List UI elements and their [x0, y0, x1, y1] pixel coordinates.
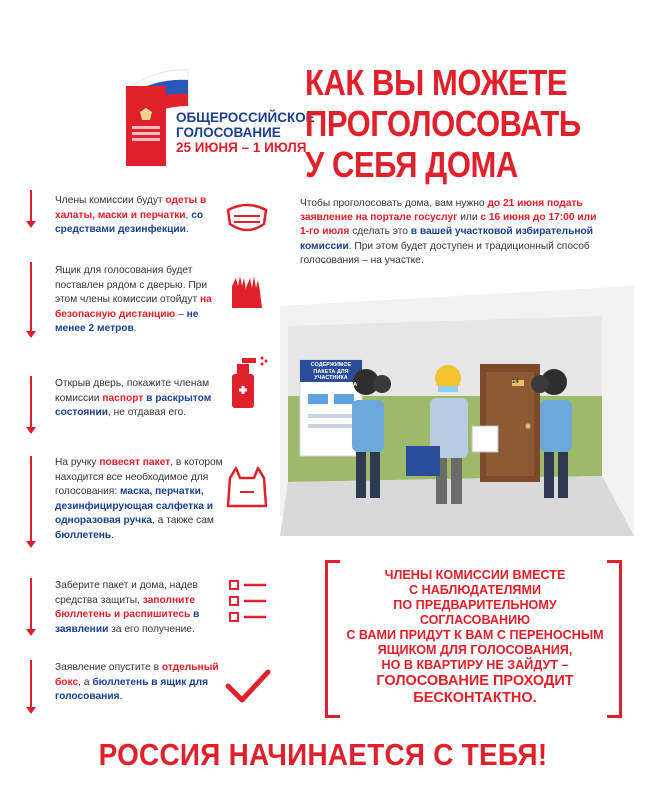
notice-line: ЯЩИКОМ ДЛЯ ГОЛОСОВАНИЯ,	[377, 643, 573, 657]
door-number: 14	[512, 379, 519, 385]
intro-text: Чтобы проголосовать дома, вам нужно	[300, 198, 488, 209]
notice-line: ГОЛОСОВАНИЕ ПРОХОДИТ	[376, 673, 574, 689]
intro-text: или	[457, 212, 481, 224]
notice-line: С ВАМИ ПРИДУТ К ВАМ С ПЕРЕНОСНЫМ	[346, 628, 604, 642]
arrow-icon	[30, 578, 32, 630]
intro-text: сделать это	[349, 226, 411, 238]
step-1: Члены комиссии будут одеты в халаты, маски и перчатки, со средствами дезинфекции.	[55, 195, 207, 236]
intro-text: . При этом будет доступен и традиционный способ голосования – на участке.	[300, 240, 590, 266]
arrow-icon	[30, 376, 32, 428]
logo-line1: ОБЩЕРОССИЙСКОЕ	[176, 110, 315, 125]
step-2: Ящик для голосования будет поставлен рядом с дверью. При этом члены комиссии отойдут на безопасную дистанцию – не менее 2 метров.	[55, 265, 212, 335]
arrow-icon	[30, 190, 32, 222]
notice-line: ЧЛЕНЫ КОМИССИИ ВМЕСТЕ	[384, 568, 566, 582]
logo-line2: ГОЛОСОВАНИЕ	[176, 125, 281, 140]
arrow-icon	[30, 456, 32, 542]
notice-line: НО В КВАРТИРУ НЕ ЗАЙДУТ –	[381, 658, 569, 672]
headline	[305, 62, 580, 185]
step-3: Открыв дверь, покажите членам комиссии паспорт в раскрытом состоянии, не отдавая его.	[55, 378, 212, 419]
gloves-icon	[222, 268, 272, 318]
arrow-icon	[30, 660, 32, 708]
logo-text	[176, 110, 315, 155]
notice-block	[345, 568, 605, 707]
step-4: На ручку повесят пакет, в котором находится все необходимое для голосования: маска, перчатки, дезинфицирующая салфетка и одноразовая ручка, а также сам бюллетень.	[55, 457, 223, 541]
ballot-form-icon	[222, 575, 272, 630]
headline-line-1: КАК ВЫ МОЖЕТЕ	[305, 62, 568, 103]
bracket-left	[325, 560, 340, 718]
step-5: Заберите пакет и дома, надев средства защиты, заполните бюллетень и распишитесь в заявлении за его получение.	[55, 580, 200, 635]
step-6: Заявление опустите в отдельный бокс, а бюллетень в ящик для голосования.	[55, 662, 219, 703]
arrow-icon	[30, 262, 32, 332]
checkmark-icon	[222, 660, 272, 710]
logo-dates: 25 ИЮНЯ – 1 ИЮЛЯ	[176, 140, 307, 155]
headline-line-2: ПРОГОЛОСОВАТЬ	[305, 103, 581, 144]
footer-slogan: РОССИЯ НАЧИНАЕТСЯ С ТЕБЯ!	[98, 737, 548, 772]
notice-line: ПО ПРЕДВАРИТЕЛЬНОМУ СОГЛАСОВАНИЮ	[393, 598, 557, 627]
poster-title: СОДЕРЖИМОЕ ПАКЕТА ДЛЯ УЧАСТНИКА ГОЛОСОВАНИЯ НА ДОМУ	[304, 362, 358, 394]
notice-line: БЕСКОНТАКТНО.	[413, 690, 537, 706]
bag-icon	[222, 462, 272, 512]
intro-deadline: до 21 июня подать заявление на портале госуслуг	[300, 198, 583, 224]
notice-line: С НАБЛЮДАТЕЛЯМИ	[409, 583, 541, 597]
intro-paragraph	[300, 197, 600, 268]
intro-commission: в вашей участковой избирательной комиссии	[300, 226, 593, 252]
headline-line-3: У СЕБЯ ДОМА	[305, 144, 518, 185]
sanitizer-spray-icon	[222, 352, 272, 412]
intro-dates: с 16 июня до 17:00 или 1-го июля	[300, 212, 597, 238]
bracket-right	[607, 560, 622, 718]
scene-illustration	[272, 286, 634, 536]
mask-icon	[222, 192, 272, 242]
